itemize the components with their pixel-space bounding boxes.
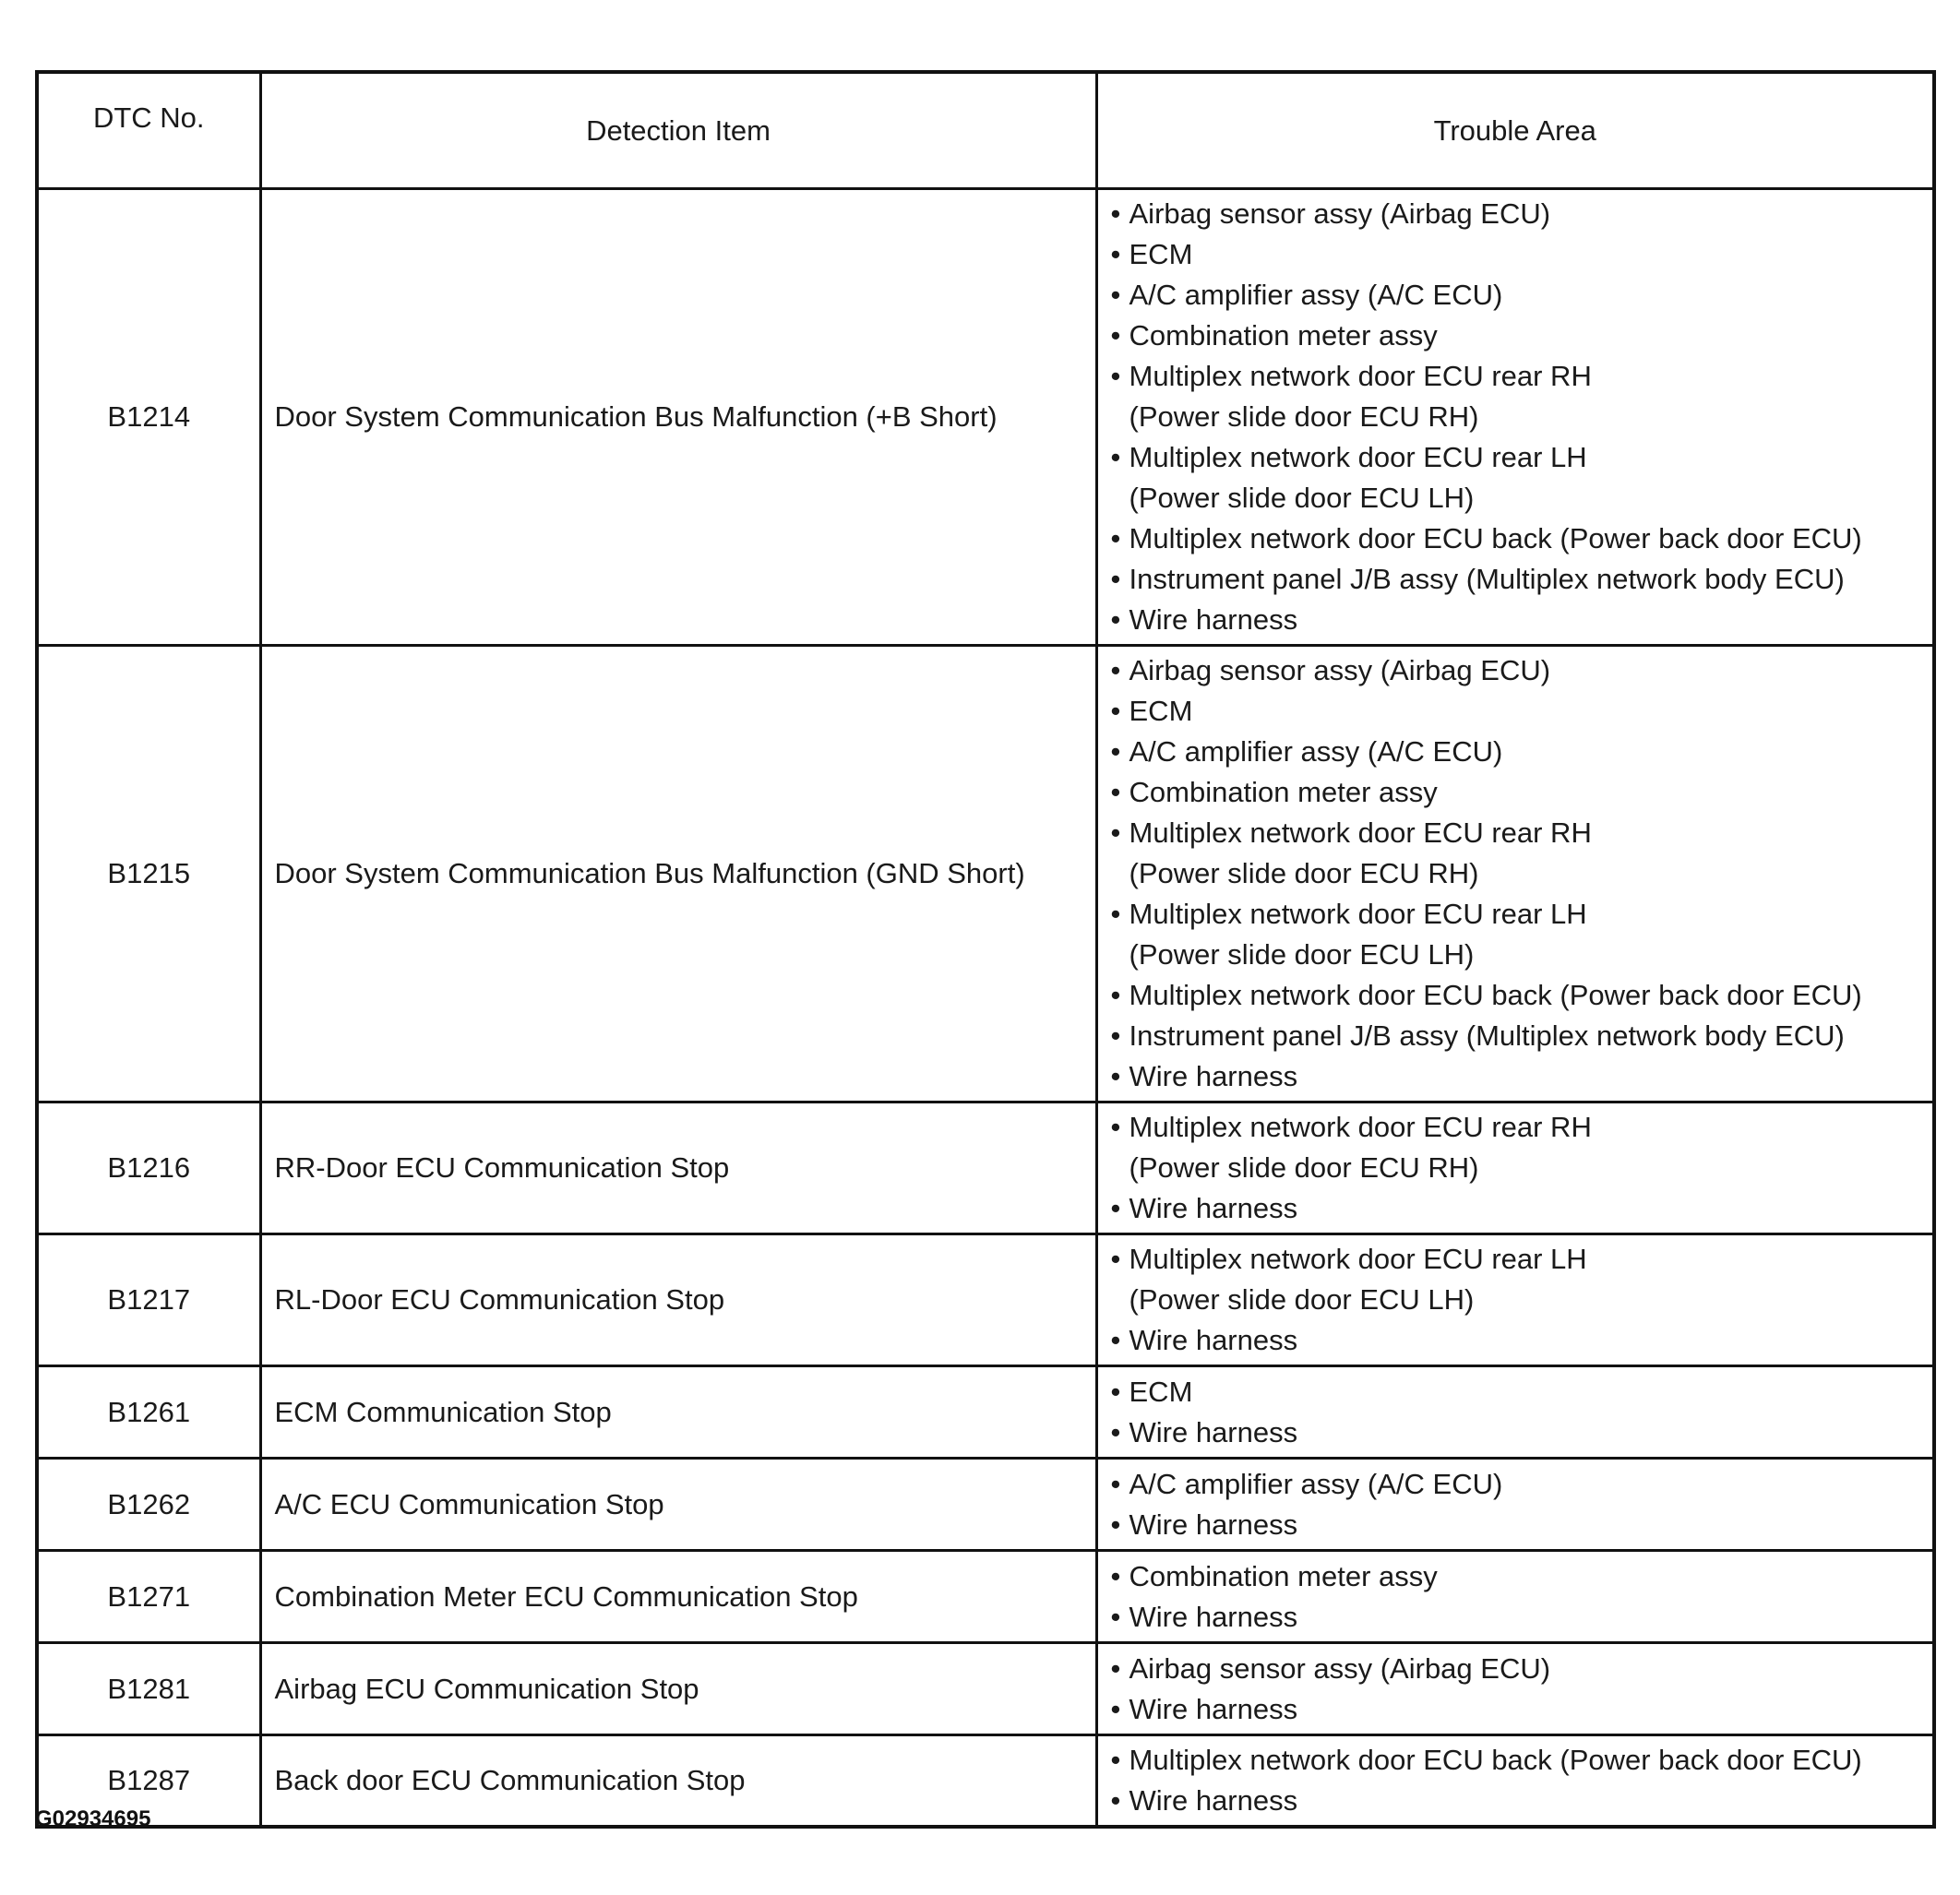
table-row: [37, 646, 1934, 1102]
table-row: [37, 1102, 1934, 1234]
trouble-area-continuation: (Power slide door ECU LH): [1129, 938, 1475, 971]
dtc-code: B1215: [37, 646, 260, 1102]
detection-item: ECM Communication Stop: [260, 1366, 1096, 1459]
trouble-area-item: • Multiplex network door ECU rear RH: [1111, 813, 1924, 853]
trouble-area-list: [1111, 1556, 1924, 1638]
trouble-area-cell: [1096, 1735, 1934, 1828]
trouble-area-item: • Airbag sensor assy (Airbag ECU): [1111, 194, 1924, 234]
trouble-area-item: • ECM: [1111, 234, 1924, 275]
table-row: [37, 189, 1934, 646]
trouble-area-item: • A/C amplifier assy (A/C ECU): [1111, 732, 1924, 772]
trouble-area-item: • A/C amplifier assy (A/C ECU): [1111, 275, 1924, 316]
dtc-code: B1261: [37, 1366, 260, 1459]
table-row: [37, 1735, 1934, 1828]
trouble-area-list: [1111, 1107, 1924, 1229]
detection-item: RR-Door ECU Communication Stop: [260, 1102, 1096, 1234]
table-row: [37, 1551, 1934, 1643]
dtc-code: B1281: [37, 1643, 260, 1735]
trouble-area-cell: [1096, 1366, 1934, 1459]
trouble-area-item: • Combination meter assy: [1111, 1556, 1924, 1597]
trouble-area-item: • Wire harness: [1111, 1412, 1924, 1453]
trouble-area-item: • Multiplex network door ECU back (Power back door ECU): [1111, 975, 1924, 1016]
trouble-area-item: • Multiplex network door ECU back (Power back door ECU): [1111, 1740, 1924, 1781]
header-dtc-no: DTC No.: [37, 72, 260, 189]
trouble-area-item: • Wire harness: [1111, 1597, 1924, 1638]
trouble-area-item: • Multiplex network door ECU back (Power back door ECU): [1111, 518, 1924, 559]
detection-item: Back door ECU Communication Stop: [260, 1735, 1096, 1828]
detection-item: Door System Communication Bus Malfunction (+B Short): [260, 189, 1096, 646]
trouble-area-item: • Multiplex network door ECU rear LH: [1111, 1239, 1924, 1280]
trouble-area-item: • Wire harness: [1111, 1689, 1924, 1730]
trouble-area-continuation: (Power slide door ECU RH): [1129, 857, 1479, 889]
trouble-area-cell: [1096, 1102, 1934, 1234]
trouble-area-list: [1111, 1464, 1924, 1545]
trouble-area-item: • Wire harness: [1111, 1505, 1924, 1545]
trouble-area-continuation: (Power slide door ECU LH): [1129, 1283, 1475, 1316]
header-detection-item: Detection Item: [260, 72, 1096, 189]
detection-item: Combination Meter ECU Communication Stop: [260, 1551, 1096, 1643]
trouble-area-list: [1111, 1372, 1924, 1453]
table-row: [37, 1234, 1934, 1366]
detection-item: Airbag ECU Communication Stop: [260, 1643, 1096, 1735]
dtc-code: B1262: [37, 1459, 260, 1551]
trouble-area-list: [1111, 650, 1924, 1097]
trouble-area-list: [1111, 194, 1924, 640]
trouble-area-cell: [1096, 646, 1934, 1102]
dtc-table: [35, 70, 1936, 1829]
trouble-area-continuation: (Power slide door ECU RH): [1129, 400, 1479, 433]
trouble-area-cell: [1096, 189, 1934, 646]
trouble-area-item: • ECM: [1111, 691, 1924, 732]
trouble-area-item: • Airbag sensor assy (Airbag ECU): [1111, 1649, 1924, 1689]
trouble-area-item: • Wire harness: [1111, 600, 1924, 640]
detection-item: RL-Door ECU Communication Stop: [260, 1234, 1096, 1366]
dtc-code: B1271: [37, 1551, 260, 1643]
table-row: [37, 1459, 1934, 1551]
trouble-area-item: • ECM: [1111, 1372, 1924, 1412]
trouble-area-cell: [1096, 1643, 1934, 1735]
trouble-area-item: • Multiplex network door ECU rear LH: [1111, 437, 1924, 478]
header-trouble-area: Trouble Area: [1096, 72, 1934, 189]
trouble-area-cell: [1096, 1551, 1934, 1643]
trouble-area-list: [1111, 1649, 1924, 1730]
figure-code: G02934695: [35, 1806, 151, 1831]
trouble-area-item: • A/C amplifier assy (A/C ECU): [1111, 1464, 1924, 1505]
trouble-area-continuation: (Power slide door ECU RH): [1129, 1151, 1479, 1184]
table-row: [37, 1643, 1934, 1735]
trouble-area-item: • Wire harness: [1111, 1320, 1924, 1361]
dtc-code: B1214: [37, 189, 260, 646]
trouble-area-continuation: (Power slide door ECU LH): [1129, 482, 1475, 514]
trouble-area-item: • Multiplex network door ECU rear LH: [1111, 894, 1924, 935]
dtc-code: B1217: [37, 1234, 260, 1366]
trouble-area-list: [1111, 1740, 1924, 1821]
trouble-area-cell: [1096, 1234, 1934, 1366]
detection-item: Door System Communication Bus Malfunction (GND Short): [260, 646, 1096, 1102]
trouble-area-item: • Multiplex network door ECU rear RH: [1111, 356, 1924, 397]
trouble-area-item: • Instrument panel J/B assy (Multiplex network body ECU): [1111, 1016, 1924, 1056]
trouble-area-item: • Wire harness: [1111, 1188, 1924, 1229]
detection-item: A/C ECU Communication Stop: [260, 1459, 1096, 1551]
trouble-area-item: • Combination meter assy: [1111, 316, 1924, 356]
table-body: [37, 189, 1934, 1828]
trouble-area-item: • Wire harness: [1111, 1056, 1924, 1097]
trouble-area-item: • Instrument panel J/B assy (Multiplex network body ECU): [1111, 559, 1924, 600]
trouble-area-cell: [1096, 1459, 1934, 1551]
table-row: [37, 1366, 1934, 1459]
trouble-area-list: [1111, 1239, 1924, 1361]
dtc-code: B1216: [37, 1102, 260, 1234]
table-header-row: [37, 72, 1934, 189]
trouble-area-item: • Combination meter assy: [1111, 772, 1924, 813]
trouble-area-item: • Wire harness: [1111, 1781, 1924, 1821]
dtc-code: B1287: [37, 1735, 260, 1828]
trouble-area-item: • Airbag sensor assy (Airbag ECU): [1111, 650, 1924, 691]
trouble-area-item: • Multiplex network door ECU rear RH: [1111, 1107, 1924, 1148]
